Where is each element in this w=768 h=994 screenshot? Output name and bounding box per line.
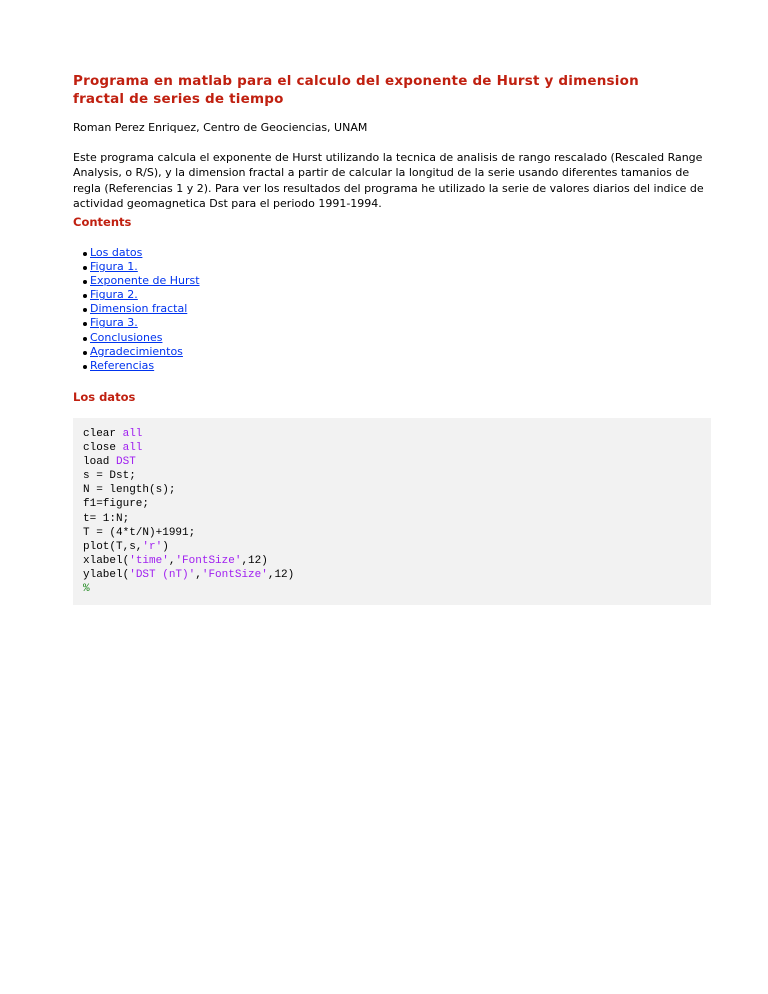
toc-item [83, 331, 200, 345]
bullet-icon [83, 294, 87, 298]
code-block[interactable] [73, 418, 711, 605]
table-of-contents [83, 246, 200, 373]
toc-link-conclusiones[interactable]: Conclusiones [90, 330, 163, 344]
toc-link-figura-1[interactable]: Figura 1. [90, 260, 138, 274]
toc-item [83, 345, 200, 359]
toc-link-agradecimientos[interactable]: Agradecimientos [90, 344, 183, 358]
toc-item [83, 274, 200, 288]
toc-item [83, 302, 200, 316]
bullet-icon [83, 337, 87, 341]
toc-link-los-datos[interactable]: Los datos [90, 246, 143, 259]
toc-link-figura-2[interactable]: Figura 2. [90, 288, 138, 302]
toc-link-figura-3[interactable]: Figura 3. [90, 316, 138, 330]
bullet-icon [83, 308, 87, 312]
bullet-icon [83, 266, 87, 270]
toc-item [83, 246, 200, 260]
bullet-icon [83, 365, 87, 369]
toc-item [83, 288, 200, 302]
code-listing: clear all close all load DST s = Dst; N = length(s); f1=figure; t= 1:N; T = (4*t/N)+1991; plot(T,s,'r') xlabel('time','FontSize',12) ylabel('DST (nT)','FontSize',12) % [83, 428, 295, 596]
toc-link-referencias[interactable]: Referencias [90, 358, 155, 372]
author-line: Roman Perez Enriquez, Centro de Geociencias, UNAM [73, 121, 368, 134]
toc-item [83, 316, 200, 330]
bullet-icon [83, 280, 87, 284]
contents-heading: Contents [73, 215, 132, 229]
toc-link-exponente-de-hurst[interactable]: Exponente de Hurst [90, 274, 200, 288]
bullet-icon [83, 322, 87, 326]
toc-link-dimension-fractal[interactable]: Dimension fractal [90, 302, 188, 316]
bullet-icon [83, 351, 87, 355]
toc-item [83, 359, 200, 373]
page-title: Programa en matlab para el calculo del exponente de Hurst y dimension fractal de series de tiempo [73, 73, 639, 107]
section-heading-los-datos: Los datos [73, 390, 136, 404]
bullet-icon [83, 252, 87, 256]
toc-item [83, 260, 200, 274]
intro-paragraph: Este programa calcula el exponente de Hurst utilizando la tecnica de analisis de rango rescalado (Rescaled Range Analysis, o R/S), y la dimension fractal a partir de calcular la longitud de la serie usando diferentes tamanios de regla (Referencias 1 y 2). Para ver los resultados del programa he utilizado la serie de valores diarios del indice de actividad geomagnetica Dst para el periodo 1991-1994. [73, 151, 704, 210]
